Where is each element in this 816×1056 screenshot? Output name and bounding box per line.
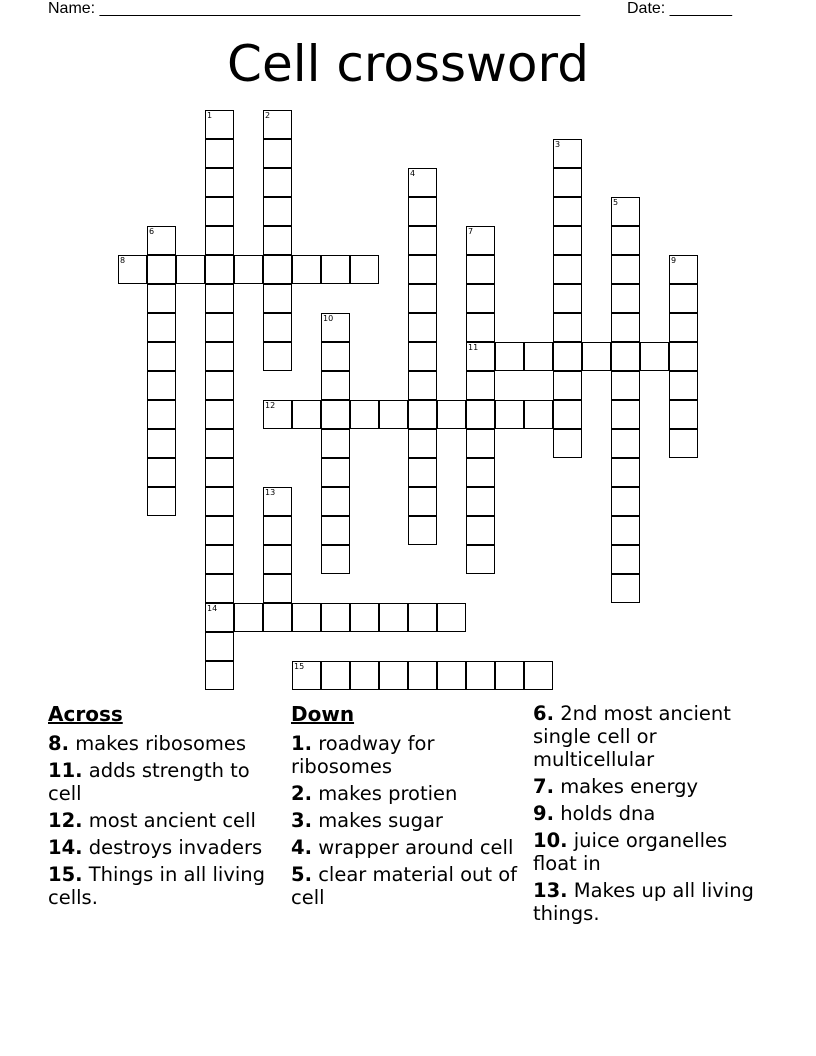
date-field-label: Date: _______: [627, 0, 732, 17]
clue-item: [291, 836, 531, 859]
grid-cell[interactable]: [205, 226, 234, 255]
clue-number: 14.: [48, 836, 83, 859]
grid-cell[interactable]: [263, 574, 292, 603]
grid-cell[interactable]: [147, 371, 176, 400]
grid-cell[interactable]: [263, 226, 292, 255]
grid-cell[interactable]: [321, 342, 350, 371]
cell-number: 4: [410, 169, 416, 178]
grid-cell[interactable]: [611, 342, 640, 371]
puzzle-title: Cell crossword: [227, 35, 589, 93]
grid-cell[interactable]: [350, 603, 379, 632]
grid-cell[interactable]: [495, 661, 524, 690]
grid-cell[interactable]: [408, 516, 437, 545]
clue-item: [533, 775, 773, 798]
grid-cell[interactable]: [466, 661, 495, 690]
grid-cell[interactable]: [408, 284, 437, 313]
grid-cell[interactable]: [669, 313, 698, 342]
clue-text: adds strength to cell: [48, 759, 250, 805]
grid-cell[interactable]: [205, 371, 234, 400]
cell-number: 15: [294, 662, 305, 671]
clue-item: [48, 759, 288, 805]
clue-number: 12.: [48, 809, 83, 832]
clue-item: [48, 732, 288, 755]
name-field-label: Name: ______________________________________________________: [48, 0, 581, 17]
grid-cell[interactable]: [263, 342, 292, 371]
grid-cell[interactable]: [611, 313, 640, 342]
grid-cell[interactable]: [669, 342, 698, 371]
grid-cell[interactable]: [205, 516, 234, 545]
grid-cell[interactable]: [524, 661, 553, 690]
grid-cell[interactable]: [495, 400, 524, 429]
clue-item: [533, 879, 773, 925]
grid-cell[interactable]: [408, 661, 437, 690]
grid-cell[interactable]: [205, 197, 234, 226]
grid-cell[interactable]: [408, 400, 437, 429]
grid-cell[interactable]: [205, 139, 234, 168]
grid-cell[interactable]: [466, 516, 495, 545]
grid-cell[interactable]: [408, 603, 437, 632]
clue-text: makes protien: [318, 782, 458, 805]
grid-cell[interactable]: [263, 168, 292, 197]
grid-cell[interactable]: [611, 458, 640, 487]
grid-cell[interactable]: [466, 487, 495, 516]
cell-number: 12: [265, 401, 276, 410]
clue-number: 7.: [533, 775, 554, 798]
grid-cell[interactable]: [350, 661, 379, 690]
clue-number: 10.: [533, 829, 568, 852]
clue-text: wrapper around cell: [318, 836, 514, 859]
grid-cell[interactable]: [321, 661, 350, 690]
grid-cell[interactable]: [611, 545, 640, 574]
grid-cell[interactable]: [408, 313, 437, 342]
clue-text: clear material out of cell: [291, 863, 518, 909]
clue-number: 6.: [533, 702, 554, 725]
grid-cell[interactable]: [553, 400, 582, 429]
grid-cell[interactable]: [263, 487, 292, 516]
grid-cell[interactable]: [205, 110, 234, 139]
cell-number: 13: [265, 488, 276, 497]
grid-cell[interactable]: [263, 139, 292, 168]
grid-cell[interactable]: [263, 255, 292, 284]
clue-text: makes sugar: [318, 809, 443, 832]
clue-number: 3.: [291, 809, 312, 832]
grid-cell[interactable]: [408, 429, 437, 458]
grid-cell[interactable]: [205, 284, 234, 313]
cell-number: 8: [120, 256, 126, 265]
grid-cell[interactable]: [553, 168, 582, 197]
clue-number: 5.: [291, 863, 312, 886]
clue-item: [533, 829, 773, 875]
clue-number: 1.: [291, 732, 312, 755]
grid-cell[interactable]: [176, 255, 205, 284]
grid-cell[interactable]: [669, 371, 698, 400]
grid-cell[interactable]: [466, 313, 495, 342]
clue-item: [48, 863, 288, 909]
grid-cell[interactable]: [611, 197, 640, 226]
grid-cell[interactable]: [669, 255, 698, 284]
grid-cell[interactable]: [205, 661, 234, 690]
grid-cell[interactable]: [408, 458, 437, 487]
grid-cell[interactable]: [321, 371, 350, 400]
grid-cell[interactable]: [205, 574, 234, 603]
cell-number: 10: [323, 314, 334, 323]
grid-cell[interactable]: [263, 545, 292, 574]
grid-cell[interactable]: [379, 400, 408, 429]
grid-cell[interactable]: [205, 487, 234, 516]
grid-cell[interactable]: [205, 603, 234, 632]
clue-text: juice organelles float in: [533, 829, 728, 875]
grid-cell[interactable]: [263, 110, 292, 139]
clue-text: makes energy: [560, 775, 699, 798]
grid-cell[interactable]: [205, 458, 234, 487]
grid-cell[interactable]: [321, 458, 350, 487]
grid-cell[interactable]: [437, 400, 466, 429]
clue-item: [533, 802, 773, 825]
grid-cell[interactable]: [292, 255, 321, 284]
grid-cell[interactable]: [408, 371, 437, 400]
cell-number: 11: [468, 343, 479, 352]
grid-cell[interactable]: [408, 255, 437, 284]
grid-cell[interactable]: [205, 168, 234, 197]
grid-cell[interactable]: [147, 313, 176, 342]
clue-item: [48, 809, 288, 832]
grid-cell[interactable]: [466, 342, 495, 371]
clue-text: most ancient cell: [88, 809, 256, 832]
grid-cell[interactable]: [205, 545, 234, 574]
clue-text: makes ribosomes: [75, 732, 247, 755]
cell-number: 9: [671, 256, 677, 265]
grid-cell[interactable]: [611, 429, 640, 458]
clue-number: 4.: [291, 836, 312, 859]
grid-cell[interactable]: [292, 603, 321, 632]
grid-cell[interactable]: [553, 226, 582, 255]
grid-cell[interactable]: [611, 284, 640, 313]
grid-cell[interactable]: [321, 603, 350, 632]
grid-cell[interactable]: [321, 545, 350, 574]
clue-text: holds dna: [560, 802, 656, 825]
grid-cell[interactable]: [553, 255, 582, 284]
grid-cell[interactable]: [611, 574, 640, 603]
grid-cell[interactable]: [466, 284, 495, 313]
cell-number: 14: [207, 604, 218, 613]
clue-item: [533, 702, 773, 771]
cell-number: 1: [207, 111, 213, 120]
grid-cell[interactable]: [408, 197, 437, 226]
grid-cell[interactable]: [147, 487, 176, 516]
grid-cell[interactable]: [321, 313, 350, 342]
grid-cell[interactable]: [495, 342, 524, 371]
grid-cell[interactable]: [263, 603, 292, 632]
grid-cell[interactable]: [611, 487, 640, 516]
cell-number: 3: [555, 140, 561, 149]
grid-cell[interactable]: [292, 400, 321, 429]
grid-cell[interactable]: [408, 487, 437, 516]
grid-cell[interactable]: [466, 545, 495, 574]
clue-text: destroys invaders: [88, 836, 263, 859]
grid-cell[interactable]: [205, 342, 234, 371]
grid-cell[interactable]: [553, 284, 582, 313]
grid-cell[interactable]: [611, 226, 640, 255]
grid-cell[interactable]: [553, 139, 582, 168]
grid-cell[interactable]: [321, 255, 350, 284]
grid-cell[interactable]: [611, 371, 640, 400]
grid-cell[interactable]: [321, 516, 350, 545]
grid-cell[interactable]: [205, 255, 234, 284]
grid-cell[interactable]: [553, 197, 582, 226]
grid-cell[interactable]: [408, 168, 437, 197]
grid-cell[interactable]: [466, 226, 495, 255]
grid-cell[interactable]: [466, 458, 495, 487]
grid-cell[interactable]: [553, 342, 582, 371]
grid-cell[interactable]: [350, 400, 379, 429]
grid-cell[interactable]: [147, 284, 176, 313]
clue-number: 15.: [48, 863, 83, 886]
grid-cell[interactable]: [640, 342, 669, 371]
grid-cell[interactable]: [205, 400, 234, 429]
grid-cell[interactable]: [205, 632, 234, 661]
grid-cell[interactable]: [350, 255, 379, 284]
grid-cell[interactable]: [321, 487, 350, 516]
grid-cell[interactable]: [524, 342, 553, 371]
grid-cell[interactable]: [611, 400, 640, 429]
clue-number: 8.: [48, 732, 69, 755]
clue-text: roadway for ribosomes: [291, 732, 435, 778]
grid-cell[interactable]: [147, 255, 176, 284]
grid-cell[interactable]: [263, 400, 292, 429]
grid-cell[interactable]: [611, 255, 640, 284]
clue-item: [291, 863, 531, 909]
grid-cell[interactable]: [466, 371, 495, 400]
across-clues: [48, 702, 288, 913]
across-heading: Across: [48, 702, 123, 726]
down-clues-continued: [533, 702, 773, 929]
grid-cell[interactable]: [263, 197, 292, 226]
grid-cell[interactable]: [263, 516, 292, 545]
grid-cell[interactable]: [292, 661, 321, 690]
grid-cell[interactable]: [379, 661, 408, 690]
grid-cell[interactable]: [669, 429, 698, 458]
clue-text: Makes up all living things.: [533, 879, 754, 925]
grid-cell[interactable]: [147, 342, 176, 371]
grid-cell[interactable]: [321, 400, 350, 429]
grid-cell[interactable]: [437, 603, 466, 632]
clue-item: [291, 732, 531, 778]
grid-cell[interactable]: [147, 400, 176, 429]
grid-cell[interactable]: [147, 458, 176, 487]
down-clues: [291, 702, 531, 913]
grid-cell[interactable]: [408, 342, 437, 371]
grid-cell[interactable]: [466, 400, 495, 429]
grid-cell[interactable]: [205, 429, 234, 458]
cell-number: 7: [468, 227, 474, 236]
clue-item: [291, 809, 531, 832]
clue-number: 2.: [291, 782, 312, 805]
grid-cell[interactable]: [147, 429, 176, 458]
grid-cell[interactable]: [466, 255, 495, 284]
grid-cell[interactable]: [234, 603, 263, 632]
grid-cell[interactable]: [408, 226, 437, 255]
grid-cell[interactable]: [147, 226, 176, 255]
cell-number: 2: [265, 111, 271, 120]
clue-item: [48, 836, 288, 859]
grid-cell[interactable]: [234, 255, 263, 284]
grid-cell[interactable]: [611, 516, 640, 545]
clue-item: [291, 782, 531, 805]
grid-cell[interactable]: [263, 313, 292, 342]
clue-number: 13.: [533, 879, 568, 902]
grid-cell[interactable]: [669, 400, 698, 429]
cell-number: 6: [149, 227, 155, 236]
clue-number: 11.: [48, 759, 83, 782]
grid-cell[interactable]: [437, 661, 466, 690]
clue-text: 2nd most ancient single cell or multicellular: [533, 702, 731, 771]
grid-cell[interactable]: [466, 429, 495, 458]
grid-cell[interactable]: [553, 371, 582, 400]
grid-cell[interactable]: [205, 313, 234, 342]
grid-cell[interactable]: [118, 255, 147, 284]
clue-text: Things in all living cells.: [48, 863, 266, 909]
grid-cell[interactable]: [524, 400, 553, 429]
grid-cell[interactable]: [263, 284, 292, 313]
down-heading: Down: [291, 702, 355, 726]
clue-number: 9.: [533, 802, 554, 825]
grid-cell[interactable]: [669, 284, 698, 313]
grid-cell[interactable]: [553, 313, 582, 342]
grid-cell[interactable]: [553, 429, 582, 458]
cell-number: 5: [613, 198, 619, 207]
grid-cell[interactable]: [379, 603, 408, 632]
grid-cell[interactable]: [582, 342, 611, 371]
grid-cell[interactable]: [321, 429, 350, 458]
